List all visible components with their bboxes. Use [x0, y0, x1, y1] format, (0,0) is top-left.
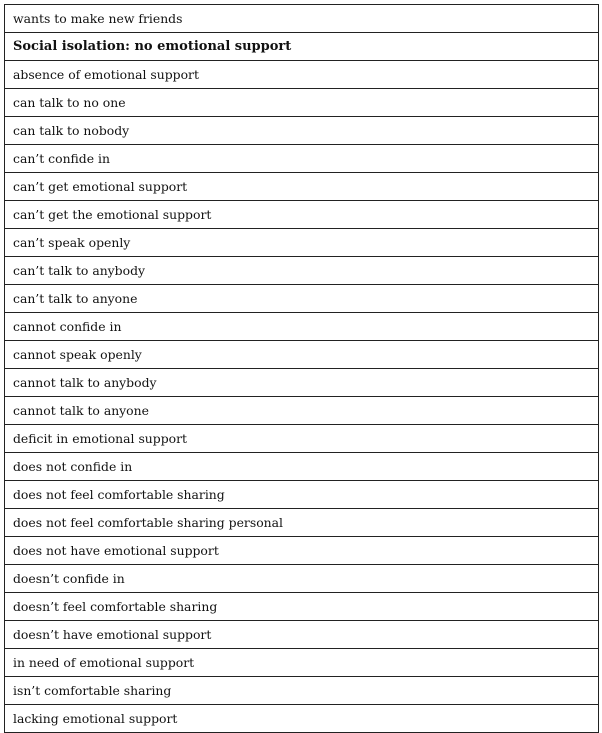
table-cell: does not confide in [5, 453, 599, 481]
table-row [5, 677, 599, 705]
table-row [5, 5, 599, 33]
table-row [5, 341, 599, 369]
table-row [5, 397, 599, 425]
table-row [5, 229, 599, 257]
table-cell: lacking emotional support [5, 705, 599, 733]
phrase-table-container [4, 4, 599, 733]
table-cell: deficit in emotional support [5, 425, 599, 453]
table-row [5, 145, 599, 173]
table-cell: can’t confide in [5, 145, 599, 173]
table-row [5, 173, 599, 201]
table-cell: doesn’t feel comfortable sharing [5, 593, 599, 621]
table-row [5, 649, 599, 677]
table-cell: wants to make new friends [5, 5, 599, 33]
table-row [5, 369, 599, 397]
table-row [5, 201, 599, 229]
table-row [5, 425, 599, 453]
table-cell: doesn’t have emotional support [5, 621, 599, 649]
table-cell: can talk to no one [5, 89, 599, 117]
table-cell: does not feel comfortable sharing [5, 481, 599, 509]
table-cell: can’t talk to anyone [5, 285, 599, 313]
phrase-table-body [5, 5, 599, 733]
table-cell: cannot confide in [5, 313, 599, 341]
table-cell: doesn’t confide in [5, 565, 599, 593]
phrase-table [4, 4, 599, 733]
table-cell: cannot speak openly [5, 341, 599, 369]
table-row [5, 61, 599, 89]
table-row [5, 285, 599, 313]
table-row [5, 257, 599, 285]
section-heading-row [5, 33, 599, 61]
table-cell: cannot talk to anybody [5, 369, 599, 397]
table-cell: does not feel comfortable sharing personal [5, 509, 599, 537]
table-row [5, 565, 599, 593]
table-cell: in need of emotional support [5, 649, 599, 677]
table-cell: can’t speak openly [5, 229, 599, 257]
table-row [5, 481, 599, 509]
table-row [5, 593, 599, 621]
table-row [5, 705, 599, 733]
table-cell: cannot talk to anyone [5, 397, 599, 425]
table-cell: isn’t comfortable sharing [5, 677, 599, 705]
table-cell: can’t talk to anybody [5, 257, 599, 285]
table-row [5, 313, 599, 341]
table-cell: can’t get emotional support [5, 173, 599, 201]
table-row [5, 537, 599, 565]
table-row [5, 621, 599, 649]
table-row [5, 453, 599, 481]
table-row [5, 509, 599, 537]
table-cell: absence of emotional support [5, 61, 599, 89]
table-row [5, 89, 599, 117]
table-cell: does not have emotional support [5, 537, 599, 565]
table-cell: can’t get the emotional support [5, 201, 599, 229]
table-row [5, 117, 599, 145]
table-cell: can talk to nobody [5, 117, 599, 145]
section-heading-cell: Social isolation: no emotional support [5, 33, 599, 61]
